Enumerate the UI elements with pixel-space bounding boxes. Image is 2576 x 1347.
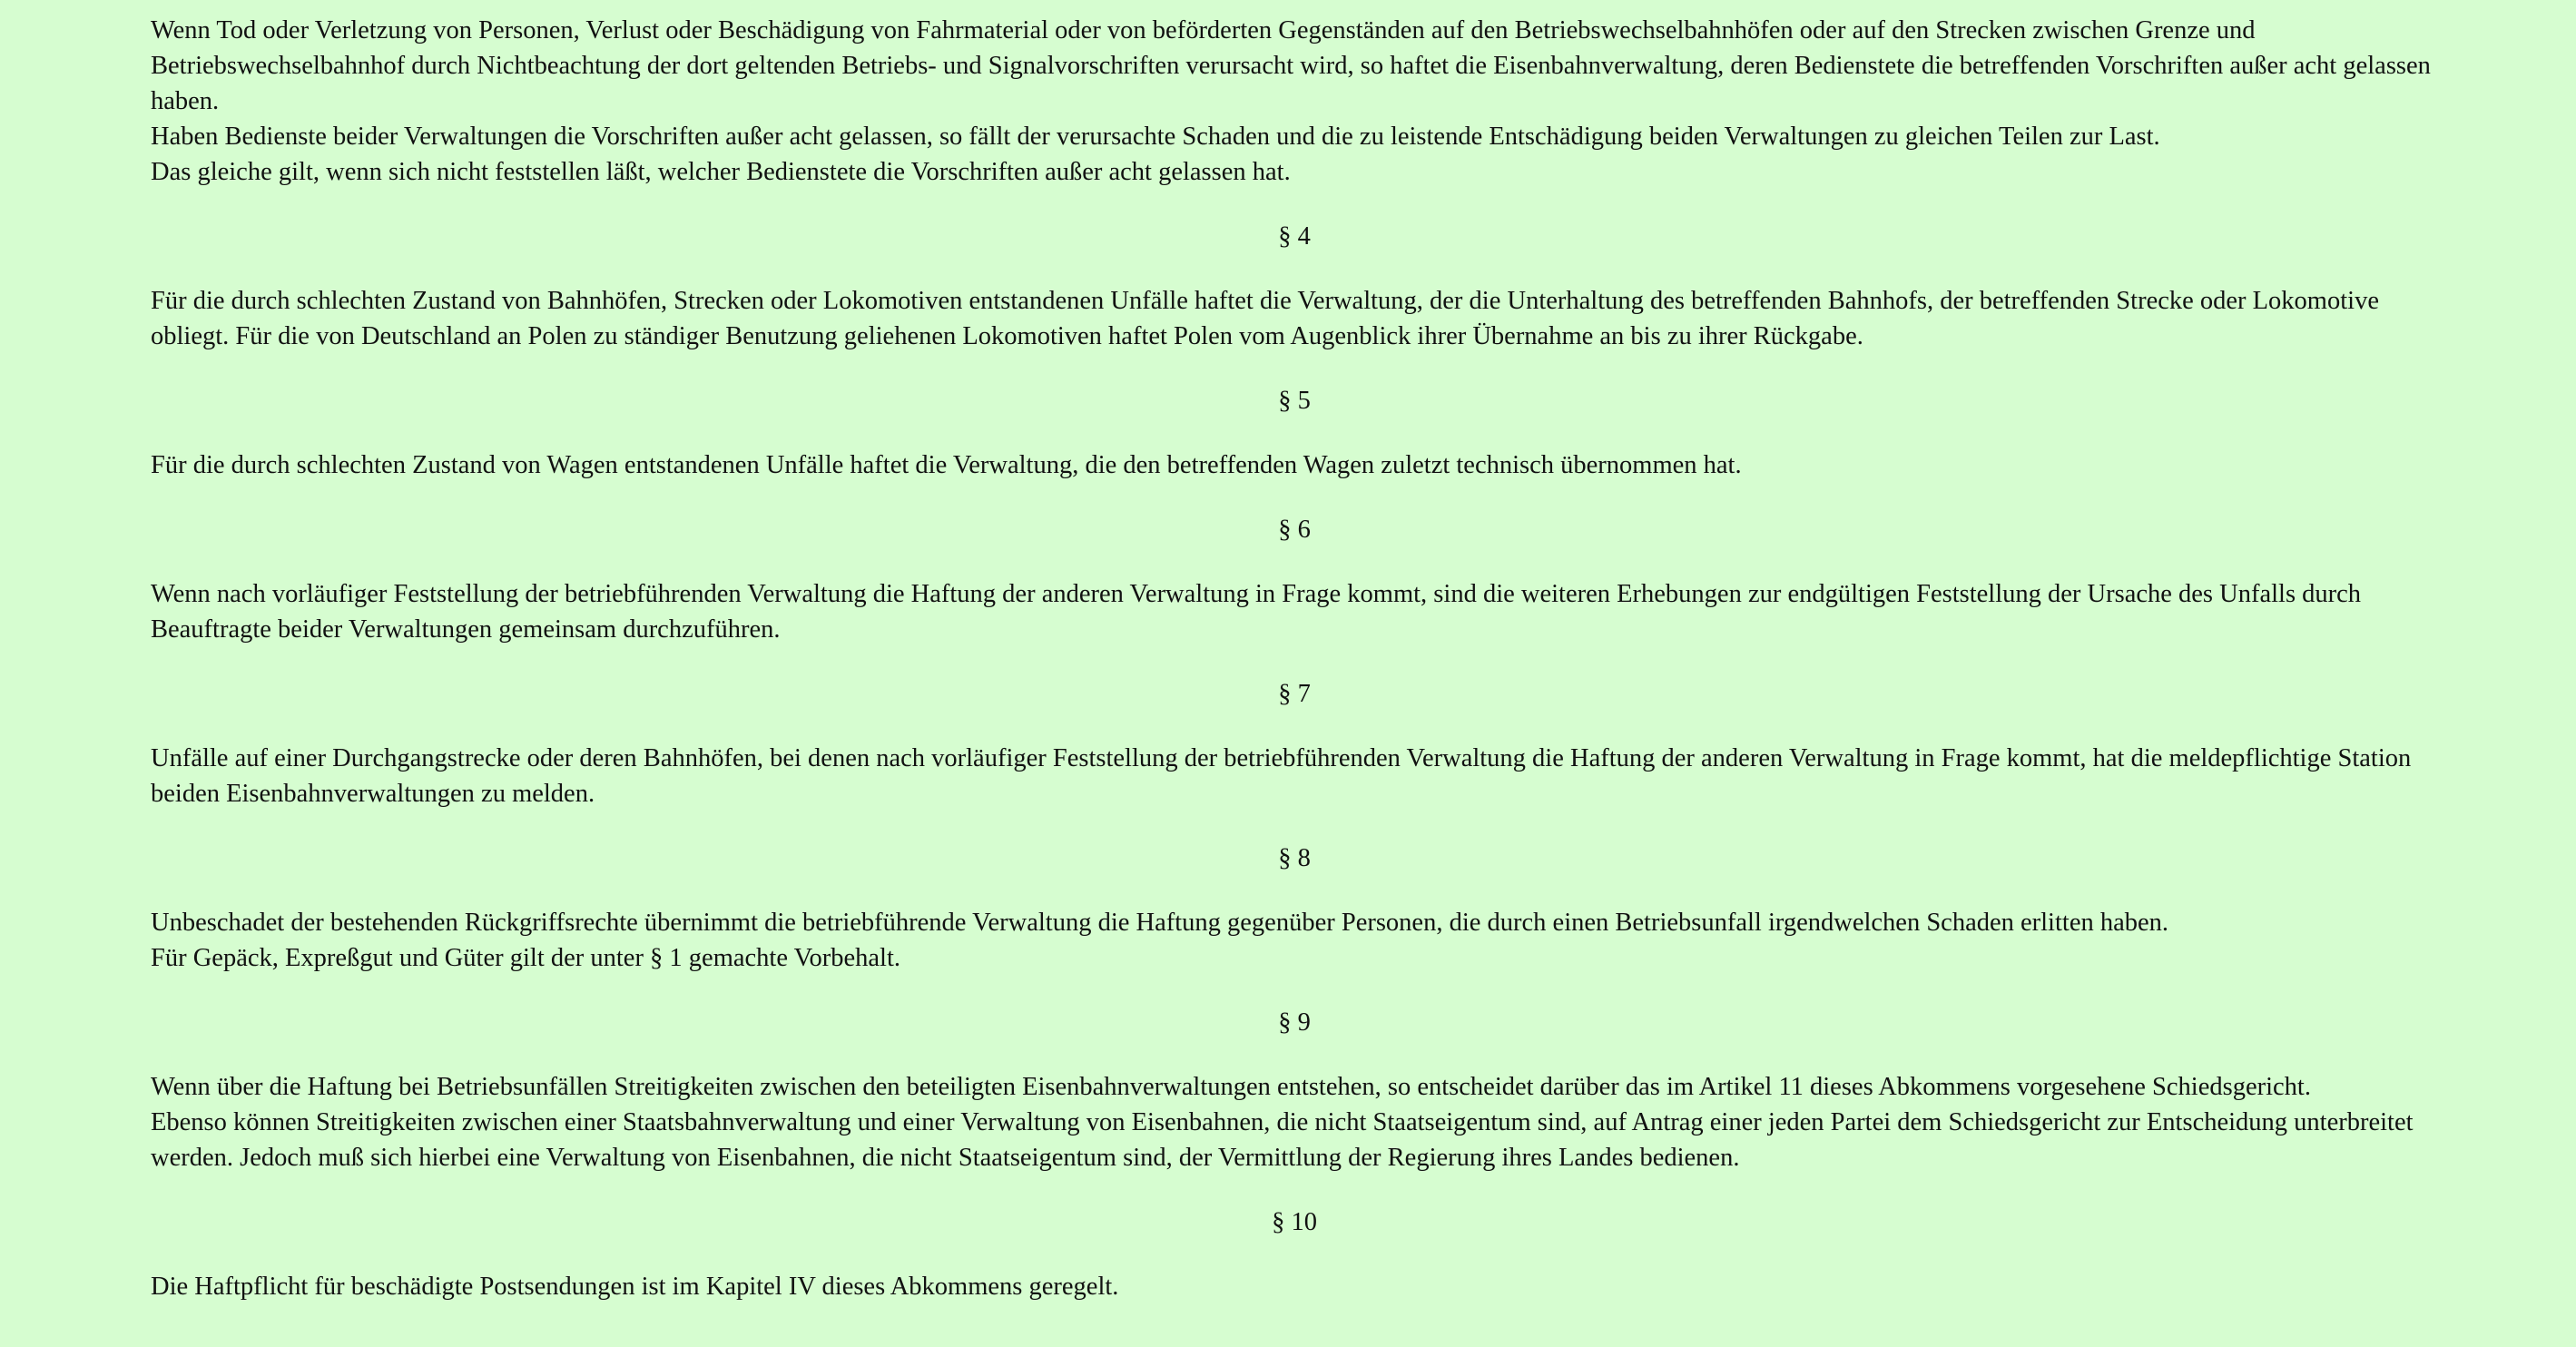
intro-paragraph-2: Haben Bedienste beider Verwaltungen die Vorschriften außer acht gelassen, so fällt der verursachte Schaden und die zu leistende Entschädigung beiden Verwaltungen zu gleichen Teilen zur Last.: [151, 123, 2160, 151]
section-heading-6: § 6: [1278, 516, 1311, 544]
section-heading-5: § 5: [1278, 387, 1311, 415]
section-heading-4: § 4: [1278, 222, 1311, 251]
section-6-paragraph-1: Wenn nach vorläufiger Feststellung der betriebführenden Verwaltung die Haftung der anderen Verwaltung in Frage kommt, sind die weiteren Erhebungen zur endgültigen Feststellung der Ursache des Unfalls durch Beauftragte beider Verwaltungen gemeinsam durchzuführen.: [151, 580, 2362, 644]
section-9-paragraph-1: Wenn über die Haftung bei Betriebsunfällen Streitigkeiten zwischen den beteiligten Eisenbahnverwaltungen entstehen, so entscheidet darüber das im Artikel 11 dieses Abkommens vorgesehene Schiedsgericht.: [151, 1073, 2311, 1101]
section-heading-8: § 8: [1278, 844, 1311, 872]
section-10-paragraph-1: Die Haftpflicht für beschädigte Postsendungen ist im Kapitel IV dieses Abkommens geregelt.: [151, 1273, 1119, 1301]
document-body: [151, 13, 2438, 1304]
section-4-paragraph-1: Für die durch schlechten Zustand von Bahnhöfen, Strecken oder Lokomotiven entstandenen Unfälle haftet die Verwaltung, der die Unterhaltung des betreffenden Bahnhofs, der betreffenden Strecke oder Lokomotive obliegt. Für die von Deutschland an Polen zu ständiger Benutzung geliehenen Lokomotiven haftet Polen vom Augenblick ihrer Übernahme an bis zu ihrer Rückgabe.: [151, 287, 2379, 350]
section-heading-7: § 7: [1278, 680, 1311, 708]
section-5-paragraph-1: Für die durch schlechten Zustand von Wagen entstandenen Unfälle haftet die Verwaltung, die den betreffenden Wagen zuletzt technisch übernommen hat.: [151, 451, 1742, 479]
section-7-paragraph-1: Unfälle auf einer Durchgangstrecke oder deren Bahnhöfen, bei denen nach vorläufiger Feststellung der betriebführenden Verwaltung die Haftung der anderen Verwaltung in Frage kommt, hat die meldepflichtige Station beiden Eisenbahnverwaltungen zu melden.: [151, 744, 2412, 808]
section-heading-9: § 9: [1278, 1008, 1311, 1037]
section-8-paragraph-1: Unbeschadet der bestehenden Rückgriffsrechte übernimmt die betriebführende Verwaltung die Haftung gegenüber Personen, die durch einen Betriebsunfall irgendwelchen Schaden erlitten haben.: [151, 909, 2169, 937]
section-heading-10: § 10: [1272, 1208, 1317, 1236]
intro-paragraph-1: Wenn Tod oder Verletzung von Personen, Verlust oder Beschädigung von Fahrmaterial oder von beförderten Gegenständen auf den Betriebswechselbahnhöfen oder auf den Strecken zwischen Grenze und Betriebswechselbahnhof durch Nichtbeachtung der dort geltenden Betriebs- und Signalvorschriften verursacht wird, so haftet die Eisenbahnverwaltung, deren Bedienstete die betreffenden Vorschriften außer acht gelassen haben.: [151, 16, 2431, 115]
intro-paragraph-3: Das gleiche gilt, wenn sich nicht feststellen läßt, welcher Bedienstete die Vorschriften außer acht gelassen hat.: [151, 158, 1291, 186]
section-9-paragraph-2: Ebenso können Streitigkeiten zwischen einer Staatsbahnverwaltung und einer Verwaltung von Eisenbahnen, die nicht Staatseigentum sind, auf Antrag einer jeden Partei dem Schiedsgericht zur Entscheidung unterbreitet werden. Jedoch muß sich hierbei eine Verwaltung von Eisenbahnen, die nicht Staatseigentum sind, der Vermittlung der Regierung ihres Landes bedienen.: [151, 1108, 2414, 1172]
section-8-paragraph-2: Für Gepäck, Expreßgut und Güter gilt der unter § 1 gemachte Vorbehalt.: [151, 944, 901, 972]
